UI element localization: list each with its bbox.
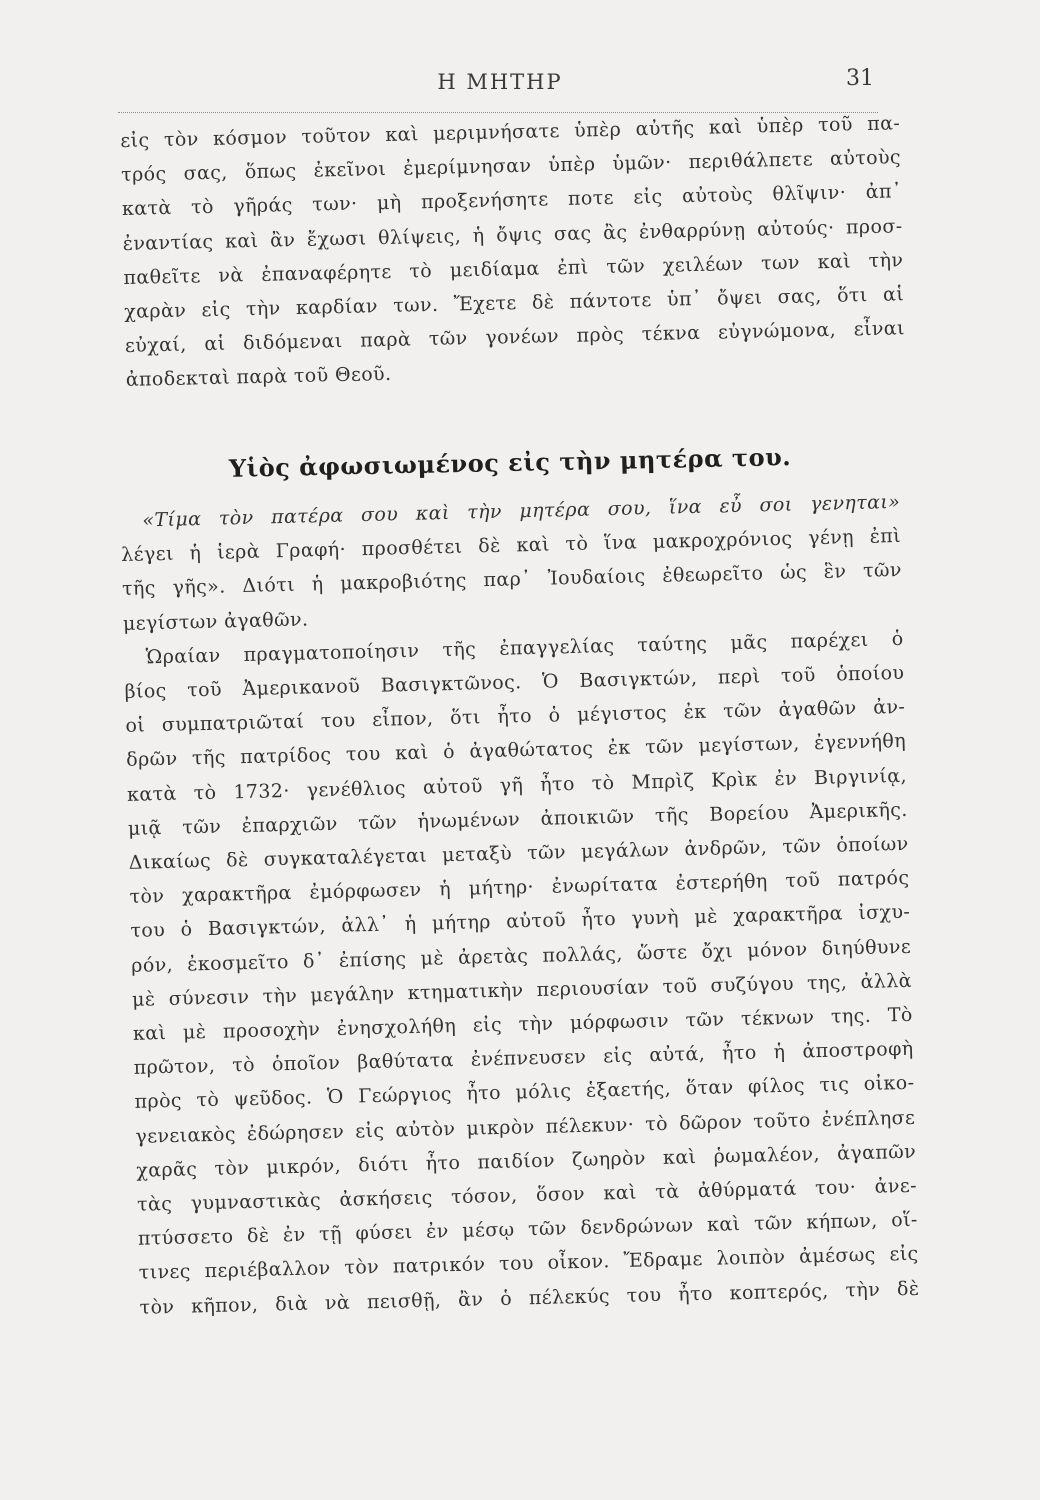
- text-line: πρῶτον, τὸ ὁποῖον βαθύτατα ἐνέπνευσεν εἰς αὐτά, ἦτο ἡ ἀποστροφὴ: [133, 1038, 914, 1080]
- text-line: ρόν, ἐκοσμεῖτο δ᾿ ἐπίσης μὲ ἀρετὰς πολλάς, ὥστε ὄχι μόνον διηύθυνε: [131, 935, 912, 977]
- text-line: χαρὰν εἰς τὴν καρδίαν των. Ἔχετε δὲ πάντοτε ὑπ᾿ ὄψει σας, ὅτι αἱ: [124, 283, 905, 323]
- text-line: λέγει ἡ ἱερὰ Γραφή· προσθέτει δὲ καὶ τὸ ἵνα μακροχρόνιος γένῃ ἐπὶ: [120, 525, 902, 567]
- section-body: [120, 485, 920, 1325]
- text-line: χαρᾶς τὸν μικρόν, διότι ἦτο παιδίον ζωηρὸν καὶ ῥωμαλέον, ἀγαπῶν: [136, 1140, 917, 1182]
- text-line: μεγίστων ἀγαθῶν.: [122, 608, 309, 635]
- text-line: παθεῖτε νὰ ἐπαναφέρητε τὸ μειδίαμα ἐπὶ τῶν χειλέων των καὶ τὴν: [123, 249, 904, 289]
- text-line: τρός σας, ὅπως ἐκεῖνοι ἐμερίμνησαν ὑπὲρ ὑμῶν· περιθάλπετε αὐτοὺς: [120, 146, 902, 187]
- text-line: τὸν χαρακτῆρα ἐμόρφωσεν ἡ μήτηρ· ἐνωρίτατα ἐστερήθη τοῦ πατρός: [129, 867, 910, 909]
- text-line: τὸν κῆπον, διὰ νὰ πεισθῇ, ἂν ὁ πέλεκύς του ἦτο κοπτερός, τὴν δὲ: [139, 1277, 920, 1319]
- text-line: εὐχαί, αἱ διδόμεναι παρὰ τῶν γονέων πρὸς τέκνα εὐγνώμονα, εἶναι: [124, 317, 906, 358]
- page-number: 31: [846, 66, 874, 91]
- section-heading: Υἱὸς ἀφωσιωμένος εἰς τὴν μητέρα του.: [228, 442, 792, 483]
- quote-text: «Τίμα τὸν πατέρα σου καὶ τὴν μητέρα σου, ἵνα εὖ σοι γενηται»: [142, 490, 901, 532]
- text-line: τῆς γῆς». Διότι ἡ μακροβιότης παρ᾿ Ἰουδαίοις ἐθεωρεῖτο ὡς ἓν τῶν: [121, 559, 903, 601]
- text-line: καὶ μὲ προσοχὴν ἐνησχολήθη εἰς τὴν μόρφωσιν τῶν τέκνων της. Τὸ: [132, 1003, 913, 1045]
- text-line: εἰς τὸν κόσμον τοῦτον καὶ μεριμνήσατε ὑπὲρ αὐτῆς καὶ ὑπὲρ τοῦ πα-: [120, 112, 901, 152]
- text-line: ἐναντίας καὶ ἂν ἔχωσι θλίψεις, ἡ ὄψις σας ἂς ἐνθαρρύνῃ αὐτούς· προσ-: [122, 214, 903, 255]
- text-line: μιᾷ τῶν ἐπαρχιῶν τῶν ἡνωμένων ἀποικιῶν τῆς Βορείου Ἀμερικῆς.: [127, 798, 908, 840]
- text-line: Ὡραίαν πραγματοποίησιν τῆς ἐπαγγελίας ταύτης μᾶς παρέχει ὁ: [145, 627, 904, 669]
- text-line: Δικαίως δὲ συγκαταλέγεται μεταξὺ τῶν μεγάλων ἀνδρῶν, τῶν ὁποίων: [128, 832, 909, 874]
- text-line: βίος τοῦ Ἀμερικανοῦ Βασιγκτῶνος. Ὁ Βασιγκτών, περὶ τοῦ ὁποίου: [124, 661, 905, 703]
- text-line: ἀποδεκταὶ παρὰ τοῦ Θεοῦ.: [125, 363, 392, 392]
- text-line: κατὰ τὸ 1732· γενέθλιος αὐτοῦ γῆ ἦτο τὸ Μπρὶζ Κρὶκ ἐν Βιργινίᾳ,: [126, 764, 908, 806]
- paragraph-filial-care: [120, 106, 906, 397]
- text-line: του ὁ Βασιγκτών, ἀλλ᾿ ἡ μήτηρ αὐτοῦ ἦτο γυνὴ μὲ χαρακτῆρα ἰσχυ-: [130, 901, 911, 943]
- text-line: κατὰ τὸ γῆράς των· μὴ προξενήσητε ποτε εἰς αὐτοὺς θλῖψιν· ἀπ᾿: [121, 180, 902, 221]
- text-line: μὲ σύνεσιν τὴν μεγάλην κτηματικὴν περιουσίαν τοῦ συζύγου της, ἀλλὰ: [131, 969, 913, 1011]
- text-line: γενειακὸς ἐδώρησεν εἰς αὐτὸν μικρὸν πέλεκυν· τὸ δῶρον τοῦτο ἐνέπλησε: [135, 1106, 916, 1148]
- text-line: οἱ συμπατριῶταί του εἶπον, ὅτι ἦτο ὁ μέγιστος ἐκ τῶν ἀγαθῶν ἀν-: [125, 696, 906, 738]
- text-line: πρὸς τὸ ψεῦδος. Ὁ Γεώργιος ἦτο μόλις ἑξαετής, ὅταν φίλος τις οἰκο-: [134, 1072, 915, 1114]
- running-head: [120, 66, 880, 102]
- text-line: πτύσσετο δὲ ἐν τῇ φύσει ἐν μέσῳ τῶν δενδρώνων καὶ τῶν κήπων, οἵ-: [137, 1208, 919, 1251]
- running-title: Η ΜΗΤΗΡ: [437, 70, 563, 94]
- text-line: τινες περιέβαλλον τὸν πατρικόν του οἶκον. Ἔδραμε λοιπὸν ἀμέσως εἰς: [138, 1243, 919, 1285]
- text-line: τὰς γυμναστικὰς ἀσκήσεις τόσον, ὅσον καὶ τὰ ἀθύρματά του· ἀνε-: [136, 1174, 918, 1216]
- text-line: δρῶν τῆς πατρίδος του καὶ ὁ ἀγαθώτατος ἐκ τῶν μεγίστων, ἐγεννήθη: [125, 730, 907, 772]
